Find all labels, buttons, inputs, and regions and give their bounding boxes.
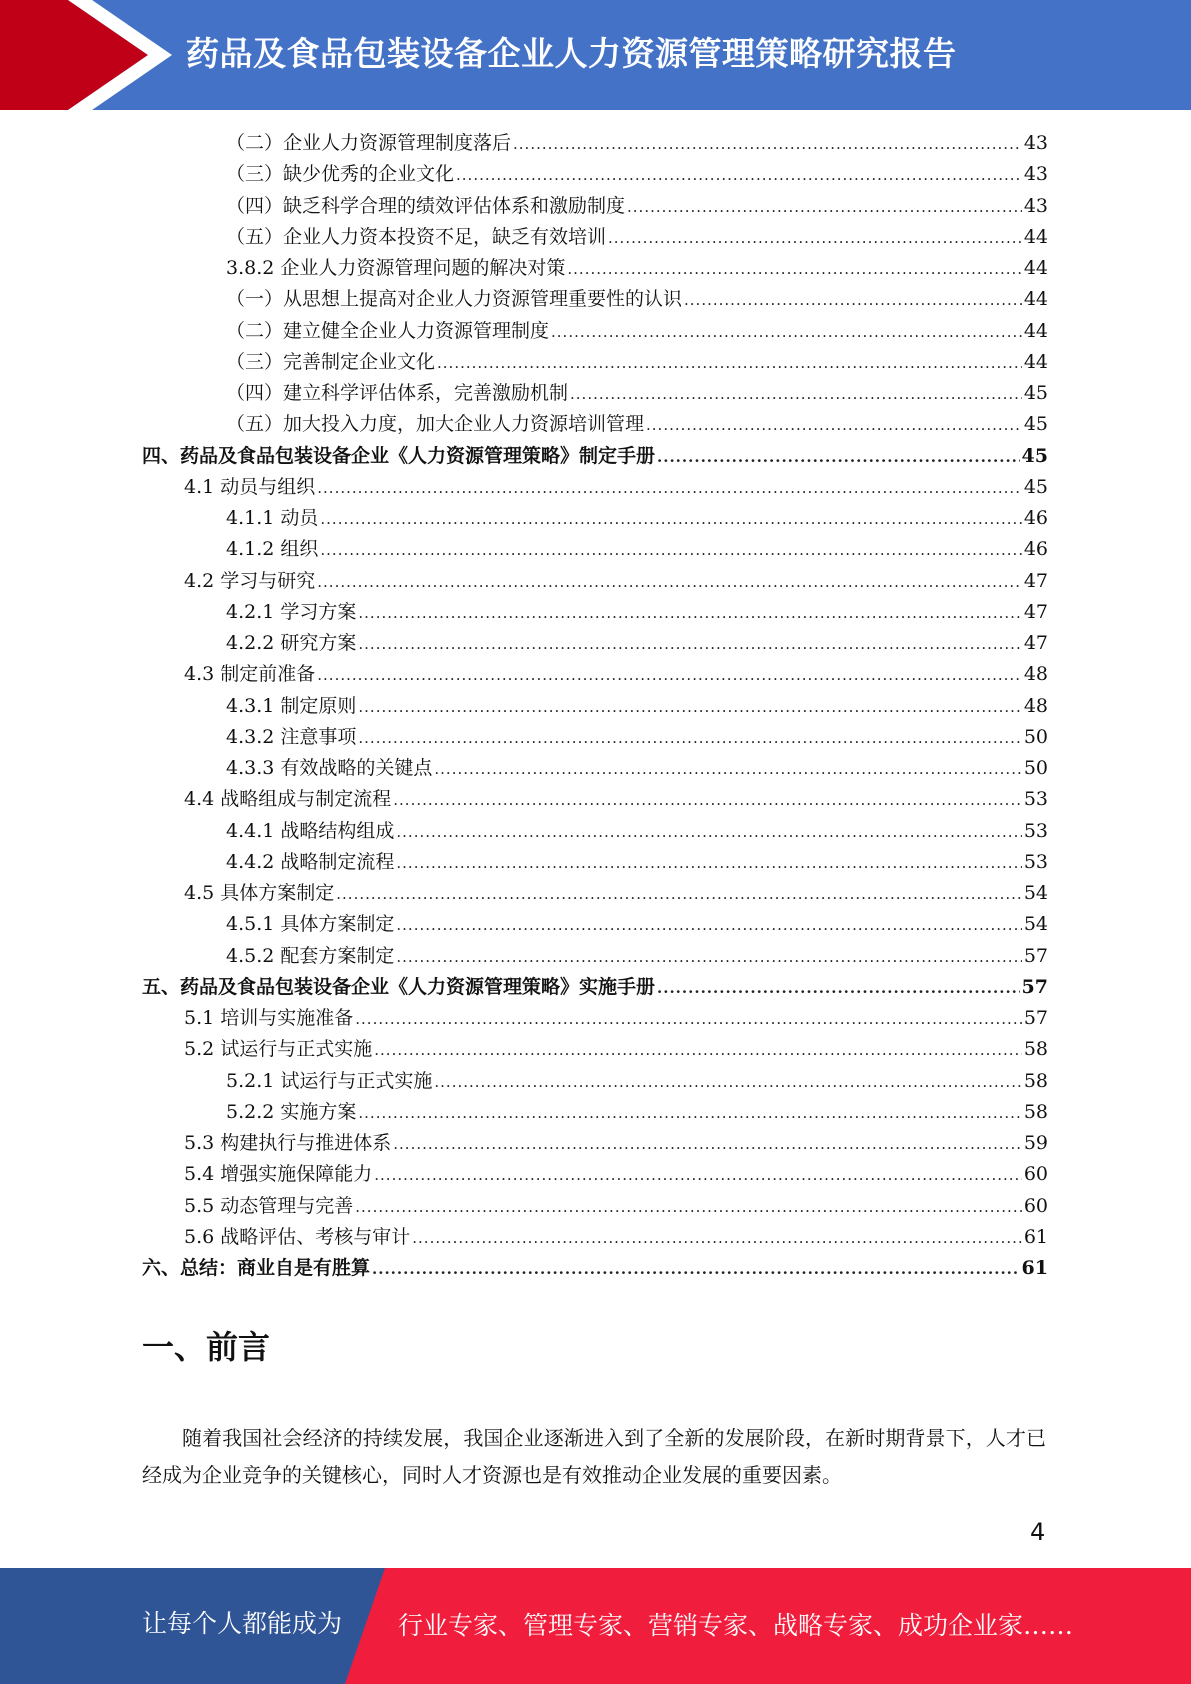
toc-dot-leader bbox=[358, 1098, 1021, 1129]
toc-entry-page: 46 bbox=[1023, 538, 1048, 561]
toc-dot-leader bbox=[358, 692, 1021, 723]
toc-entry-title: 4.4.1 战略结构组成 bbox=[226, 819, 395, 842]
toc-dot-leader bbox=[355, 1192, 1022, 1223]
toc-entry[interactable] bbox=[142, 847, 1048, 878]
toc-entry-title: 4.4.2 战略制定流程 bbox=[226, 850, 395, 873]
toc-entry[interactable] bbox=[142, 722, 1048, 753]
toc-entry-page: 58 bbox=[1023, 1069, 1048, 1092]
toc-entry-title: 5.2.1 试运行与正式实施 bbox=[226, 1069, 433, 1092]
toc-dot-leader bbox=[608, 223, 1022, 254]
toc-entry[interactable] bbox=[142, 597, 1048, 628]
toc-entry-page: 53 bbox=[1023, 850, 1048, 873]
page-footer bbox=[0, 1568, 1191, 1684]
toc-entry-page: 48 bbox=[1023, 694, 1048, 717]
toc-entry-page: 53 bbox=[1023, 788, 1048, 811]
toc-entry-title: 4.5.2 配套方案制定 bbox=[226, 944, 395, 967]
toc-entry[interactable] bbox=[142, 1066, 1048, 1097]
toc-entry-title: 4.5 具体方案制定 bbox=[184, 882, 335, 904]
toc-entry-page: 59 bbox=[1023, 1132, 1048, 1154]
toc-entry-title: 5.3 构建执行与推进体系 bbox=[184, 1132, 392, 1154]
toc-dot-leader bbox=[317, 473, 1022, 504]
toc-entry-page: 50 bbox=[1023, 757, 1048, 779]
toc-entry[interactable] bbox=[142, 253, 1048, 284]
toc-dot-leader bbox=[437, 348, 1022, 379]
toc-dot-leader bbox=[317, 567, 1022, 598]
toc-entry[interactable] bbox=[142, 441, 1048, 472]
toc-dot-leader bbox=[570, 379, 1022, 410]
toc-entry-page: 44 bbox=[1023, 257, 1048, 279]
toc-entry-title: 4.3.2 注意事项 bbox=[226, 725, 357, 748]
body-paragraph: 随着我国社会经济的持续发展，我国企业逐渐进入到了全新的发展阶段，在新时期背景下，人才已经成为企业竞争的关键核心，同时人才资源也是有效推动企业发展的重要因素。 bbox=[142, 1426, 1046, 1487]
toc-entry-title: 4.2 学习与研究 bbox=[184, 569, 316, 592]
footer-slogan-left: 让每个人都能成为 bbox=[142, 1609, 343, 1638]
toc-entry-page: 43 bbox=[1023, 132, 1048, 154]
toc-entry[interactable] bbox=[142, 472, 1048, 503]
toc-entry[interactable] bbox=[142, 566, 1048, 597]
toc-entry[interactable] bbox=[142, 1222, 1048, 1253]
toc-dot-leader bbox=[396, 848, 1021, 879]
toc-dot-leader bbox=[551, 317, 1022, 348]
table-of-contents bbox=[142, 128, 1048, 1284]
toc-entry[interactable] bbox=[142, 1159, 1048, 1190]
toc-entry[interactable] bbox=[142, 284, 1048, 315]
toc-dot-leader bbox=[396, 942, 1021, 973]
toc-entry-page: 61 bbox=[1023, 1225, 1048, 1248]
toc-dot-leader bbox=[412, 1223, 1022, 1254]
toc-entry[interactable] bbox=[142, 409, 1048, 440]
toc-entry[interactable] bbox=[142, 816, 1048, 847]
toc-entry[interactable] bbox=[142, 1003, 1048, 1034]
toc-entry-title: 4.4 战略组成与制定流程 bbox=[184, 788, 392, 811]
toc-dot-leader bbox=[358, 723, 1021, 754]
toc-entry-title: （二）建立健全企业人力资源管理制度 bbox=[226, 319, 550, 342]
toc-dot-leader bbox=[355, 1004, 1022, 1035]
toc-entry-page: 57 bbox=[1021, 975, 1048, 998]
toc-entry[interactable] bbox=[142, 972, 1048, 1003]
toc-entry-page: 43 bbox=[1023, 194, 1048, 217]
toc-dot-leader bbox=[567, 254, 1021, 285]
toc-entry-title: （四）缺乏科学合理的绩效评估体系和激励制度 bbox=[226, 194, 626, 217]
toc-entry-title: （一）从思想上提高对企业人力资源管理重要性的认识 bbox=[226, 288, 683, 311]
page-header bbox=[0, 0, 1191, 110]
toc-entry-title: 四、药品及食品包装设备企业《人力资源管理策略》制定手册 bbox=[142, 444, 656, 467]
toc-entry-title: 五、药品及食品包装设备企业《人力资源管理策略》实施手册 bbox=[142, 975, 656, 998]
toc-entry-page: 44 bbox=[1023, 225, 1048, 248]
toc-entry[interactable] bbox=[142, 659, 1048, 690]
toc-entry-page: 45 bbox=[1023, 413, 1048, 436]
toc-dot-leader bbox=[627, 192, 1022, 223]
toc-entry-title: 4.1.1 动员 bbox=[226, 507, 319, 529]
toc-entry[interactable] bbox=[142, 691, 1048, 722]
toc-dot-leader bbox=[393, 785, 1022, 816]
toc-entry-page: 54 bbox=[1023, 913, 1048, 936]
toc-entry-title: 4.3.3 有效战略的关键点 bbox=[226, 757, 433, 779]
toc-entry-page: 43 bbox=[1023, 163, 1048, 186]
toc-entry-page: 45 bbox=[1023, 475, 1048, 498]
toc-entry[interactable] bbox=[142, 1128, 1048, 1159]
toc-entry[interactable] bbox=[142, 347, 1048, 378]
toc-entry[interactable] bbox=[142, 941, 1048, 972]
toc-dot-leader bbox=[684, 285, 1022, 316]
toc-entry-page: 47 bbox=[1023, 600, 1048, 623]
toc-entry-title: （三）完善制定企业文化 bbox=[226, 350, 436, 373]
toc-entry-title: （三）缺少优秀的企业文化 bbox=[226, 163, 455, 186]
page-number: 4 bbox=[1030, 1518, 1046, 1546]
toc-entry-page: 44 bbox=[1023, 319, 1048, 342]
header-title: 药品及食品包装设备企业人力资源管理策略研究报告 bbox=[186, 34, 957, 73]
toc-entry-title: 4.2.1 学习方案 bbox=[226, 600, 357, 623]
toc-entry-title: 5.2.2 实施方案 bbox=[226, 1100, 357, 1123]
toc-entry[interactable] bbox=[142, 784, 1048, 815]
toc-entry-title: 4.1 动员与组织 bbox=[184, 475, 316, 498]
toc-dot-leader bbox=[657, 973, 1020, 1004]
toc-entry[interactable] bbox=[142, 128, 1048, 159]
toc-entry[interactable] bbox=[142, 628, 1048, 659]
toc-entry[interactable] bbox=[142, 316, 1048, 347]
toc-dot-leader bbox=[358, 629, 1021, 660]
toc-dot-leader bbox=[393, 1129, 1022, 1160]
toc-dot-leader bbox=[513, 129, 1022, 160]
toc-entry[interactable] bbox=[142, 1253, 1048, 1284]
toc-entry[interactable] bbox=[142, 878, 1048, 909]
toc-entry-title: （五）企业人力资本投资不足，缺乏有效培训 bbox=[226, 225, 607, 248]
toc-entry-page: 50 bbox=[1023, 725, 1048, 748]
toc-entry-title: 4.5.1 具体方案制定 bbox=[226, 913, 395, 936]
toc-entry-title: 5.5 动态管理与完善 bbox=[184, 1194, 354, 1217]
toc-dot-leader bbox=[358, 598, 1021, 629]
toc-dot-leader bbox=[336, 879, 1022, 910]
toc-entry[interactable] bbox=[142, 159, 1048, 190]
toc-entry-page: 60 bbox=[1023, 1194, 1048, 1217]
toc-entry-title: 4.2.2 研究方案 bbox=[226, 632, 357, 654]
toc-entry-page: 54 bbox=[1023, 882, 1048, 904]
toc-entry[interactable] bbox=[142, 191, 1048, 222]
toc-entry-title: （四）建立科学评估体系，完善激励机制 bbox=[226, 382, 569, 404]
toc-entry-title: 六、总结：商业自是有胜算 bbox=[142, 1257, 371, 1279]
toc-entry[interactable] bbox=[142, 378, 1048, 409]
toc-dot-leader bbox=[374, 1160, 1022, 1191]
toc-entry-page: 45 bbox=[1023, 382, 1048, 404]
toc-entry-page: 58 bbox=[1023, 1038, 1048, 1061]
toc-entry-title: 3.8.2 企业人力资源管理问题的解决对策 bbox=[226, 257, 566, 279]
section-title: 一、前言 bbox=[142, 1328, 271, 1366]
toc-entry[interactable] bbox=[142, 1034, 1048, 1065]
toc-entry[interactable] bbox=[142, 222, 1048, 253]
toc-entry-page: 47 bbox=[1023, 569, 1048, 592]
toc-entry-title: 4.3.1 制定原则 bbox=[226, 694, 357, 717]
toc-dot-leader bbox=[657, 442, 1020, 473]
toc-entry-page: 48 bbox=[1023, 663, 1048, 686]
toc-entry-page: 60 bbox=[1023, 1163, 1048, 1186]
toc-entry[interactable] bbox=[142, 909, 1048, 940]
toc-dot-leader bbox=[456, 160, 1022, 191]
toc-dot-leader bbox=[372, 1254, 1020, 1285]
toc-dot-leader bbox=[320, 535, 1021, 566]
toc-dot-leader bbox=[646, 410, 1022, 441]
toc-entry-page: 46 bbox=[1023, 507, 1048, 529]
toc-entry[interactable] bbox=[142, 534, 1048, 565]
toc-entry-page: 44 bbox=[1023, 350, 1048, 373]
toc-entry-page: 45 bbox=[1021, 444, 1048, 467]
toc-entry[interactable] bbox=[142, 503, 1048, 534]
toc-entry[interactable] bbox=[142, 1191, 1048, 1222]
toc-entry[interactable] bbox=[142, 1097, 1048, 1128]
toc-dot-leader bbox=[396, 910, 1021, 941]
toc-entry-title: 4.3 制定前准备 bbox=[184, 663, 316, 686]
footer-slogan-right: 行业专家、管理专家、营销专家、战略专家、成功企业家…… bbox=[398, 1611, 1074, 1640]
toc-entry-title: 5.4 增强实施保障能力 bbox=[184, 1163, 373, 1186]
toc-entry-page: 61 bbox=[1021, 1257, 1048, 1279]
toc-dot-leader bbox=[434, 1067, 1021, 1098]
toc-dot-leader bbox=[434, 754, 1021, 785]
toc-entry-page: 57 bbox=[1023, 1007, 1048, 1029]
toc-entry-page: 47 bbox=[1023, 632, 1048, 654]
toc-entry-page: 44 bbox=[1023, 288, 1048, 311]
toc-dot-leader bbox=[317, 660, 1022, 691]
toc-dot-leader bbox=[396, 817, 1021, 848]
toc-dot-leader bbox=[320, 504, 1021, 535]
toc-entry-title: 5.1 培训与实施准备 bbox=[184, 1007, 354, 1029]
toc-entry-page: 53 bbox=[1023, 819, 1048, 842]
toc-entry-page: 57 bbox=[1023, 944, 1048, 967]
toc-dot-leader bbox=[374, 1035, 1022, 1066]
toc-entry-title: 4.1.2 组织 bbox=[226, 538, 319, 561]
toc-entry-title: （五）加大投入力度，加大企业人力资源培训管理 bbox=[226, 413, 645, 436]
toc-entry-title: 5.6 战略评估、考核与审计 bbox=[184, 1225, 411, 1248]
toc-entry-page: 58 bbox=[1023, 1100, 1048, 1123]
toc-entry[interactable] bbox=[142, 753, 1048, 784]
toc-entry-title: 5.2 试运行与正式实施 bbox=[184, 1038, 373, 1061]
toc-entry-title: （二）企业人力资源管理制度落后 bbox=[226, 132, 512, 154]
